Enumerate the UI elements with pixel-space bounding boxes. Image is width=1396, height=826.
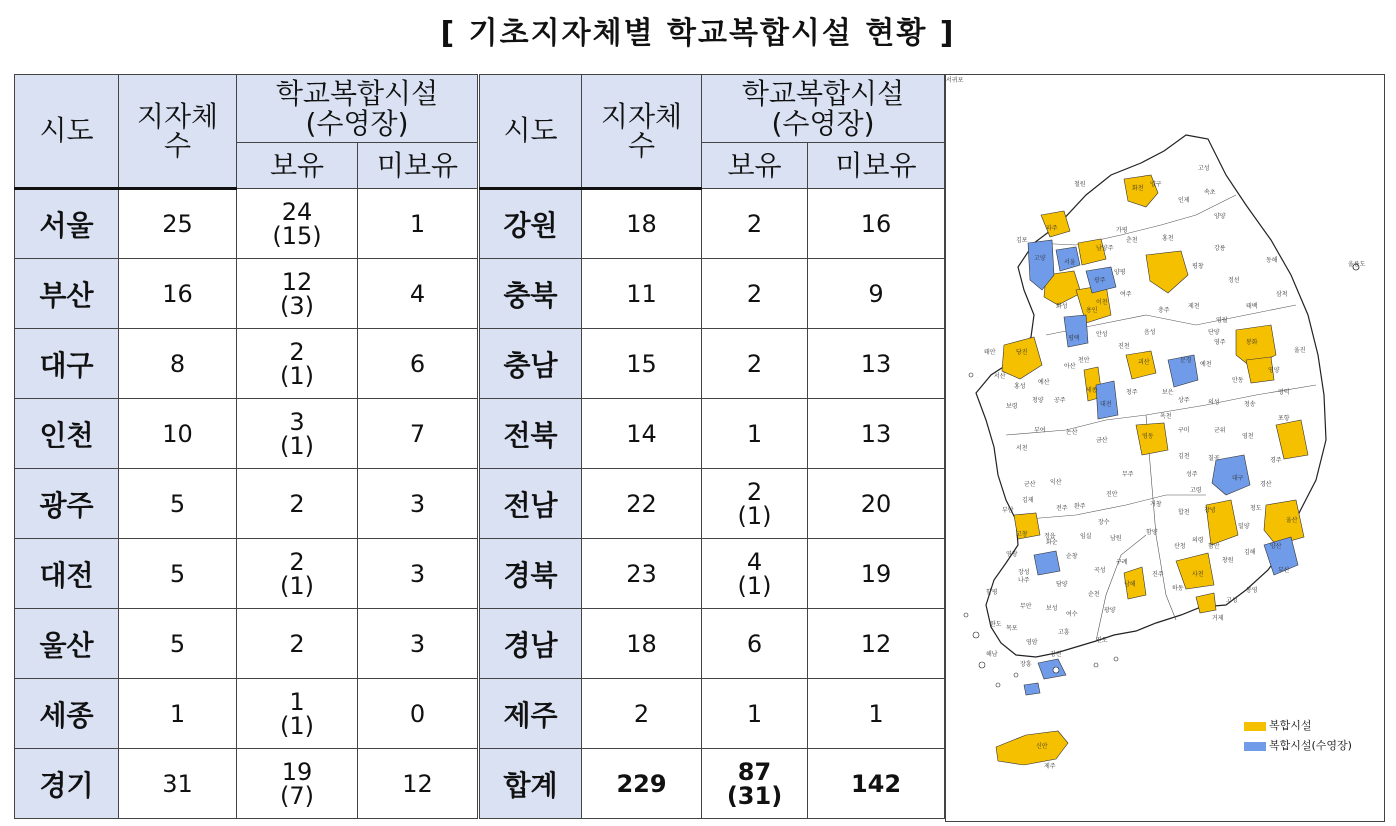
map-place-label: 함평 — [986, 589, 998, 596]
map-place-label: 김제 — [1022, 497, 1034, 504]
map-place-label: 인제 — [1178, 197, 1190, 204]
map-place-label: 진도 — [1096, 637, 1108, 644]
page-title: [ 기초지자체별 학교복합시설 현황 ] — [440, 16, 956, 51]
map-place-label: 여주 — [1120, 291, 1132, 298]
region-cell: 서울 — [15, 189, 119, 259]
map-place-label: 성주 — [1186, 471, 1198, 478]
header-region: 시도 — [480, 75, 582, 189]
not-have-cell: 20 — [808, 469, 945, 539]
count-cell: 18 — [582, 609, 702, 679]
map-place-label: 영주 — [1214, 339, 1226, 346]
map-place-label: 남해 — [1124, 581, 1136, 588]
map-place-label: 서울 — [1064, 259, 1076, 266]
map-place-label: 영광 — [1006, 551, 1018, 558]
have-cell: 2 (1) — [237, 539, 358, 609]
map-place-label: 가평 — [1116, 227, 1128, 234]
map-place-label: 고성 — [1226, 597, 1238, 604]
map-place-label: 예산 — [1038, 379, 1050, 386]
map-place-label: 부여 — [1034, 427, 1046, 434]
map-place-label: 서귀포 — [946, 77, 964, 84]
map-place-label: 순창 — [1066, 553, 1078, 560]
map-place-label: 칠곡 — [1208, 455, 1220, 462]
map-place-label: 순천 — [1088, 591, 1100, 598]
map-place-label: 청도 — [1250, 505, 1262, 512]
header-region: 시도 — [15, 75, 119, 189]
map-place-label: 고양 — [1034, 255, 1046, 262]
map-place-label: 울진 — [1294, 347, 1306, 354]
count-cell: 2 — [582, 679, 702, 749]
map-place-label: 문경 — [1180, 357, 1192, 364]
table-row — [15, 469, 478, 539]
map-place-label: 속초 — [1204, 189, 1216, 196]
table-row — [480, 329, 945, 399]
map-place-label: 아산 — [1064, 363, 1076, 370]
map-place-label: 곡성 — [1094, 567, 1106, 574]
map-place-label: 양평 — [1114, 269, 1126, 276]
map-place-label: 고령 — [1190, 487, 1202, 494]
map-place-label: 해남 — [986, 651, 998, 658]
map-place-label: 세종 — [1086, 387, 1098, 394]
map-place-label: 안동 — [1232, 377, 1244, 384]
map-place-label: 양산 — [1270, 543, 1282, 550]
map-place-label: 상주 — [1178, 397, 1190, 404]
not-have-cell: 7 — [358, 399, 478, 469]
not-have-cell: 12 — [358, 749, 478, 819]
table-row — [480, 259, 945, 329]
have-cell: 12 (3) — [237, 259, 358, 329]
map-place-label: 울산 — [1286, 517, 1298, 524]
count-cell: 10 — [119, 399, 237, 469]
map-place-label: 청송 — [1244, 401, 1256, 408]
not-have-cell: 13 — [808, 399, 945, 469]
count-cell: 31 — [119, 749, 237, 819]
not-have-cell: 4 — [358, 259, 478, 329]
not-have-cell: 1 — [358, 189, 478, 259]
map-place-label: 대구 — [1232, 475, 1244, 482]
map-place-label: 하동 — [1172, 585, 1184, 592]
total-row — [480, 749, 945, 819]
map-place-label: 포항 — [1278, 415, 1290, 422]
map-place-label: 보은 — [1162, 389, 1174, 396]
map-place-label: 무주 — [1122, 471, 1134, 478]
table-row — [15, 609, 478, 679]
header-not-have: 미보유 — [808, 143, 945, 189]
region-cell: 경남 — [480, 609, 582, 679]
header-facility: 학교복합시설 (수영장) — [237, 75, 478, 143]
legend-facility: 복합시설 — [1244, 717, 1312, 733]
map-place-label: 용인 — [1086, 307, 1098, 314]
region-cell: 경기 — [15, 749, 119, 819]
count-cell: 8 — [119, 329, 237, 399]
right-table — [479, 74, 945, 819]
map-place-label: 정읍 — [1044, 533, 1056, 540]
not-have-cell: 13 — [808, 329, 945, 399]
map-place-label: 의령 — [1192, 537, 1204, 544]
table-row — [480, 609, 945, 679]
count-cell: 18 — [582, 189, 702, 259]
map-place-label: 태백 — [1246, 303, 1258, 310]
map-place-label: 군위 — [1214, 427, 1226, 434]
region-cell: 전남 — [480, 469, 582, 539]
count-cell: 11 — [582, 259, 702, 329]
not-have-cell: 3 — [358, 609, 478, 679]
map-panel — [945, 74, 1385, 822]
region-cell: 인천 — [15, 399, 119, 469]
map-place-label: 논산 — [1066, 429, 1078, 436]
map-place-label: 창녕 — [1204, 507, 1216, 514]
map-place-label: 음성 — [1144, 329, 1156, 336]
map-place-label: 남원 — [1110, 535, 1122, 542]
have-cell: 2 — [702, 189, 808, 259]
map-place-label: 공주 — [1054, 397, 1066, 404]
table-row — [480, 469, 945, 539]
map-place-label: 나주 — [1018, 577, 1030, 584]
map-place-label: 광양 — [1104, 607, 1116, 614]
region-cell: 제주 — [480, 679, 582, 749]
table-row — [15, 259, 478, 329]
map-place-label: 부안 — [1002, 507, 1014, 514]
map-place-label: 당진 — [1016, 349, 1028, 356]
map-place-label: 전주 — [1056, 505, 1068, 512]
map-place-label: 화천 — [1132, 185, 1144, 192]
region-cell: 대전 — [15, 539, 119, 609]
region-cell: 경북 — [480, 539, 582, 609]
map-place-label: 양구 — [1150, 181, 1162, 188]
have-cell: 2 — [237, 469, 358, 539]
map-place-label: 제주 — [1044, 763, 1056, 770]
map-place-label: 옥천 — [1160, 413, 1172, 420]
count-cell: 16 — [119, 259, 237, 329]
map-place-label: 김천 — [1178, 453, 1190, 460]
region-cell: 대구 — [15, 329, 119, 399]
total-label: 합계 — [480, 749, 582, 819]
have-cell: 1 (1) — [237, 679, 358, 749]
map-place-label: 사천 — [1192, 571, 1204, 578]
map-place-label: 단양 — [1208, 329, 1220, 336]
map-place-label: 삼척 — [1276, 291, 1288, 298]
map-place-label: 화순 — [1046, 539, 1058, 546]
legend-pool: 복합시설(수영장) — [1244, 737, 1352, 753]
total-have: 87 (31) — [702, 749, 808, 819]
have-cell: 19 (7) — [237, 749, 358, 819]
map-place-label: 파주 — [1046, 225, 1058, 232]
left-table — [14, 74, 478, 819]
map-place-label: 정선 — [1228, 277, 1240, 284]
legend-swatch-yellow — [1244, 722, 1266, 731]
map-place-label: 진주 — [1152, 571, 1164, 578]
map-place-label: 진천 — [1118, 343, 1130, 350]
table-row — [15, 539, 478, 609]
table-row — [15, 399, 478, 469]
map-place-label: 강진 — [1050, 651, 1062, 658]
not-have-cell: 3 — [358, 539, 478, 609]
header-have: 보유 — [702, 143, 808, 189]
map-place-label: 임실 — [1080, 533, 1092, 540]
map-place-label: 광주 — [1094, 277, 1106, 284]
map-place-label: 여수 — [1066, 611, 1078, 618]
map-place-label: 남양주 — [1096, 245, 1114, 252]
total-not-have: 142 — [808, 749, 945, 819]
region-cell: 강원 — [480, 189, 582, 259]
have-cell: 1 — [702, 399, 808, 469]
map-place-label: 안성 — [1096, 331, 1108, 338]
map-place-label: 창원 — [1222, 557, 1234, 564]
map-place-label: 거제 — [1212, 615, 1224, 622]
header-not-have: 미보유 — [358, 143, 478, 189]
map-place-label: 영양 — [1268, 367, 1280, 374]
not-have-cell: 6 — [358, 329, 478, 399]
count-cell: 5 — [119, 469, 237, 539]
have-cell: 2 — [237, 609, 358, 679]
map-place-label: 대전 — [1100, 401, 1112, 408]
map-place-label: 울릉도 — [1348, 261, 1366, 268]
have-cell: 2 — [702, 329, 808, 399]
not-have-cell: 3 — [358, 469, 478, 539]
have-cell: 4 (1) — [702, 539, 808, 609]
map-place-label: 영월 — [1216, 317, 1228, 324]
map-place-label: 서천 — [1016, 445, 1028, 452]
map-place-label: 김포 — [1016, 237, 1028, 244]
map-place-label: 동해 — [1266, 257, 1278, 264]
map-place-label: 영천 — [1242, 433, 1254, 440]
map-place-label: 고창 — [1016, 531, 1028, 538]
have-cell: 1 — [702, 679, 808, 749]
legend-swatch-blue — [1244, 742, 1266, 751]
region-cell: 충북 — [480, 259, 582, 329]
map-place-label: 춘천 — [1126, 237, 1138, 244]
map-place-label: 영암 — [1026, 639, 1038, 646]
region-cell: 충남 — [480, 329, 582, 399]
not-have-cell: 16 — [808, 189, 945, 259]
not-have-cell: 1 — [808, 679, 945, 749]
header-facility: 학교복합시설 (수영장) — [702, 75, 945, 143]
map-place-label: 거창 — [1150, 501, 1162, 508]
map-place-label: 평창 — [1192, 263, 1204, 270]
map-place-label: 장성 — [1018, 569, 1030, 576]
map-place-label: 완도 — [990, 621, 1002, 628]
map-place-label: 양양 — [1214, 213, 1226, 220]
map-place-label: 산청 — [1174, 543, 1186, 550]
region-cell: 전북 — [480, 399, 582, 469]
have-cell: 3 (1) — [237, 399, 358, 469]
count-cell: 23 — [582, 539, 702, 609]
korea-map — [946, 75, 1384, 821]
map-place-label: 익산 — [1050, 479, 1062, 486]
count-cell: 14 — [582, 399, 702, 469]
map-place-label: 함양 — [1146, 529, 1158, 536]
map-place-label: 제천 — [1188, 303, 1200, 310]
map-place-label: 장수 — [1098, 519, 1110, 526]
map-place-label: 경주 — [1270, 457, 1282, 464]
region-cell: 부산 — [15, 259, 119, 329]
map-place-label: 금산 — [1096, 437, 1108, 444]
count-cell: 1 — [119, 679, 237, 749]
map-place-label: 화성 — [1056, 303, 1068, 310]
map-place-label: 이천 — [1096, 299, 1108, 306]
header-have: 보유 — [237, 143, 358, 189]
not-have-cell: 12 — [808, 609, 945, 679]
count-cell: 25 — [119, 189, 237, 259]
map-place-label: 청양 — [1032, 397, 1044, 404]
map-place-label: 무안 — [1020, 603, 1032, 610]
have-cell: 2 — [702, 259, 808, 329]
count-cell: 15 — [582, 329, 702, 399]
table-row — [480, 539, 945, 609]
map-place-label: 김해 — [1244, 549, 1256, 556]
map-place-label: 신안 — [1036, 743, 1048, 750]
map-place-label: 영동 — [1142, 433, 1154, 440]
map-place-label: 충주 — [1158, 307, 1170, 314]
map-place-label: 태안 — [984, 349, 996, 356]
table-row — [480, 679, 945, 749]
table-row — [15, 679, 478, 749]
have-cell: 2 (1) — [237, 329, 358, 399]
map-place-label: 담양 — [1056, 581, 1068, 588]
have-cell: 2 (1) — [702, 469, 808, 539]
map-place-label: 강릉 — [1214, 245, 1226, 252]
count-cell: 5 — [119, 609, 237, 679]
map-place-label: 군산 — [1024, 481, 1036, 488]
table-row — [15, 329, 478, 399]
table-row — [15, 749, 478, 819]
map-place-label: 예천 — [1200, 361, 1212, 368]
map-place-label: 철원 — [1074, 181, 1086, 188]
map-place-label: 평택 — [1068, 335, 1080, 342]
map-place-label: 합천 — [1178, 509, 1190, 516]
map-place-label: 통영 — [1246, 587, 1258, 594]
map-place-label: 홍성 — [1014, 383, 1026, 390]
have-cell: 24 (15) — [237, 189, 358, 259]
map-place-label: 서산 — [994, 373, 1006, 380]
not-have-cell: 0 — [358, 679, 478, 749]
map-place-label: 괴산 — [1138, 359, 1150, 366]
map-place-label: 의성 — [1208, 399, 1220, 406]
map-place-label: 천안 — [1078, 357, 1090, 364]
header-count: 지자체 수 — [119, 75, 237, 189]
map-place-label: 경산 — [1260, 481, 1272, 488]
region-cell: 세종 — [15, 679, 119, 749]
map-place-label: 고성 — [1198, 165, 1210, 172]
total-count: 229 — [582, 749, 702, 819]
map-place-label: 청주 — [1126, 389, 1138, 396]
header-count: 지자체 수 — [582, 75, 702, 189]
map-place-label: 홍천 — [1162, 235, 1174, 242]
table-row — [480, 189, 945, 259]
not-have-cell: 9 — [808, 259, 945, 329]
map-place-label: 보령 — [1006, 403, 1018, 410]
map-place-label: 구례 — [1116, 559, 1128, 566]
not-have-cell: 19 — [808, 539, 945, 609]
table-row — [480, 399, 945, 469]
map-place-label: 고흥 — [1058, 629, 1070, 636]
count-cell: 22 — [582, 469, 702, 539]
have-cell: 6 — [702, 609, 808, 679]
map-place-label: 영덕 — [1278, 389, 1290, 396]
map-place-label: 밀양 — [1238, 523, 1250, 530]
map-place-label: 함안 — [1208, 543, 1220, 550]
map-place-label: 구미 — [1178, 427, 1190, 434]
map-place-label: 목포 — [1006, 625, 1018, 632]
map-place-label: 진안 — [1106, 491, 1118, 498]
region-cell: 울산 — [15, 609, 119, 679]
map-place-label: 보성 — [1046, 605, 1058, 612]
map-place-label: 완주 — [1074, 503, 1086, 510]
region-cell: 광주 — [15, 469, 119, 539]
map-place-label: 장흥 — [1020, 661, 1032, 668]
map-place-label: 부산 — [1278, 567, 1290, 574]
count-cell: 5 — [119, 539, 237, 609]
table-row — [15, 189, 478, 259]
map-place-label: 봉화 — [1246, 339, 1258, 346]
